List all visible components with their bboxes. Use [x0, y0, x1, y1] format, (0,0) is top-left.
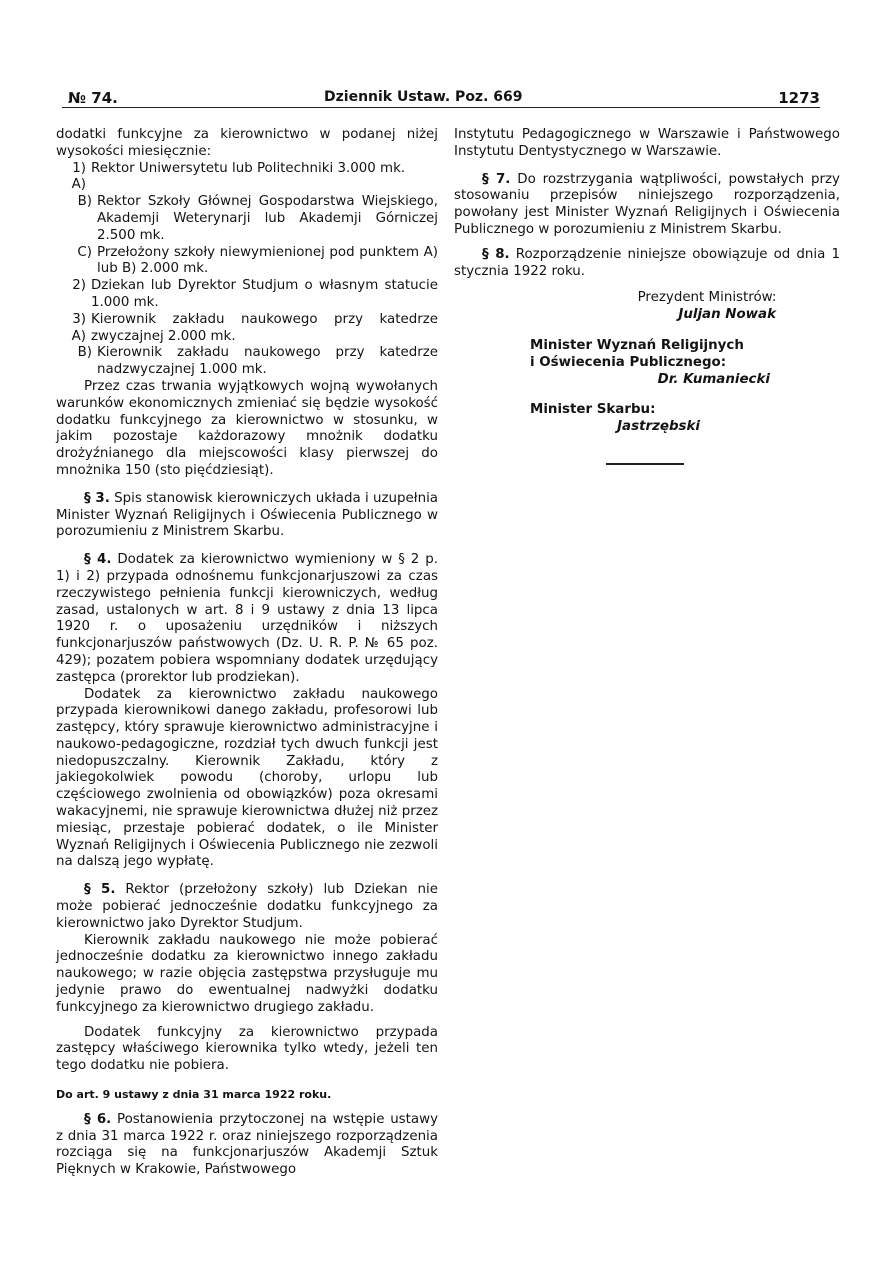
minister-religion-signature: Dr. Kumaniecki [657, 371, 770, 387]
item-label: B) [77, 345, 92, 361]
section-number: § 5. [84, 882, 116, 898]
list-item [56, 312, 438, 346]
item-text: Rektor Uniwersytetu lub Politechniki 3.000 mk. [91, 160, 406, 176]
list-item [56, 245, 438, 279]
section-text: Dodatek za kierownictwo wymieniony w § 2 p. 1) i 2) przypada odnośnemu funkcjonarjuszowi za czas rzeczywistego pełnienia funkcji kierowniczych, według zasad, ustalonych w art. 8 i 9 ustawy z dnia 13 lipca 1920 r. o uposażeniu urzędników i niższych funkcjonarjuszów państwowych (Dz. U. R. P. № 65 poz. 429); pozatem pobiera wspomniany dodatek urzędujący zastępca (prorektor lub prodziekan). [56, 552, 438, 685]
minister-treasury-title: Minister Skarbu: [530, 402, 656, 418]
item-label: B) [77, 194, 92, 210]
section-text: Postanowienia przytoczonej na wstępie ustawy z dnia 31 marca 1922 r. oraz niniejszego rozporządzenia rozciąga się na funkcjonarjuszów Akademji Sztuk Pięknych w Krakowie, Państwowego [56, 1111, 438, 1178]
list-item [56, 194, 438, 244]
list-item [56, 278, 438, 312]
section-7 [454, 172, 840, 239]
header-rule [62, 107, 820, 108]
list-item [56, 161, 438, 195]
item-text: Rektor Szkoły Głównej Gospodarstwa Wiejskiego, Akademji Weterynarji lub Akademji Górniczej 2.500 mk. [97, 194, 438, 243]
article-heading: Do art. 9 ustawy z dnia 31 marca 1922 roku. [56, 1088, 332, 1102]
minister-title-line: i Oświecenia Publicznego: [530, 354, 727, 370]
section-number: § 3. [84, 490, 110, 506]
publication-title: Dziennik Ustaw. Poz. 669 [324, 89, 523, 105]
intro-text: dodatki funkcyjne za kierownictwo w podanej niżej wysokości miesięcznie: [56, 127, 438, 159]
prime-minister-signature: Juljan Nowak [678, 307, 776, 323]
issue-number: № 74. [68, 89, 118, 107]
item-label: 3) A) [71, 311, 86, 344]
section-number: § 8. [482, 246, 510, 262]
section-5-paragraph-3: Dodatek funkcyjny za kierownictwo przypada zastępcy właściwego kierownika tylko wtedy, jeżeli ten tego dodatku nie pobiera. [56, 1024, 438, 1074]
left-column [56, 127, 438, 1179]
section-number: § 4. [84, 552, 112, 568]
section-number: § 7. [482, 171, 511, 187]
section-4-paragraph-2: Dodatek za kierownictwo zakładu naukowego przypada kierownikowi danego zakładu, profesorowi lub zastępcy, który sprawuje kierownictwo administracyjne i naukowo-pedagogiczne, rozdział tych dwuch funkcji jest niedopuszczalny. Kierownik Zakładu, który z jakiegokolwiek powodu (choroby, urlopu lub częściowego zwolnienia od obowiązków) poza okresami wakacyjnemi, nie sprawuje kierownictwa dłużej niż przez miesiąc, przestaje pobierać dodatek, o ile Minister Wyznań Religijnych i Oświecenia Publicznego nie zezwoli na dalszą jego wypłatę. [56, 686, 438, 870]
war-note: Przez czas trwania wyjątkowych wojną wywołanych warunków ekonomicznych zmieniać się będzie wysokość dodatku funkcyjnego za kierownictwo w stosunku, w jakim pozostaje każdorazowy mnożnik dodatku drożyźnianego dla miejscowości klasy pierwszej do mnożnika 150 (sto pięćdziesiąt). [56, 378, 438, 478]
section-number: § 6. [84, 1111, 112, 1127]
section-5-paragraph-2: Kierownik zakładu naukowego nie może pobierać jednocześnie dodatku za kierownictwo innego zakładu naukowego; w razie objęcia zastępstwa przysługuje mu jedynie prawo do ewentualnej nadwyżki dodatku funkcyjnego za kierownictwo drugiego zakładu. [56, 932, 438, 1015]
section-text: Rektor (przełożony szkoły) lub Dziekan nie może pobierać jednocześnie dodatku funkcyjnego za kierownictwo jako Dyrektor Studjum. [56, 882, 438, 931]
section-text: Do rozstrzygania wątpliwości, powstałych przy stosowaniu przepisów niniejszego rozporządzenia, powołany jest Minister Wyznań Religijnych i Oświecenia Publicznego w porozumieniu z Ministrem Skarbu. [454, 171, 840, 237]
section-4 [56, 552, 438, 686]
item-text: Dziekan lub Dyrektor Studjum o własnym statucie 1.000 mk. [91, 278, 438, 310]
section-5 [56, 882, 438, 932]
minister-religion-title [530, 338, 840, 372]
section-text: Spis stanowisk kierowniczych układa i uzupełnia Minister Wyznań Religijnych i Oświecenia Publicznego w porozumieniu z Ministrem Skarbu. [56, 490, 438, 540]
section-text: Rozporządzenie niniejsze obowiązuje od dnia 1 stycznia 1922 roku. [454, 246, 840, 279]
section-8 [454, 247, 840, 281]
continuation-text: Instytutu Pedagogicznego w Warszawie i Państwowego Instytutu Dentystycznego w Warszawie. [454, 127, 840, 159]
section-6 [56, 1112, 438, 1179]
item-text: Kierownik zakładu naukowego przy katedrze nadzwyczajnej 1.000 mk. [97, 345, 438, 378]
page-number: 1273 [778, 89, 820, 107]
end-divider [606, 463, 684, 465]
right-column [454, 127, 840, 436]
prime-minister-title: Prezydent Ministrów: [637, 290, 777, 306]
item-text: Kierownik zakładu naukowego przy katedrze zwyczajnej 2.000 mk. [91, 311, 438, 344]
list-item [56, 345, 438, 379]
item-label: 2) [72, 278, 86, 294]
item-text: Przełożony szkoły niewymienionej pod punktem A) lub B) 2.000 mk. [97, 244, 438, 277]
section-3 [56, 491, 438, 541]
minister-title-line: Minister Wyznań Religijnych [530, 337, 744, 353]
item-label: C) [77, 244, 92, 260]
page-header [62, 89, 820, 113]
item-label: 1) A) [71, 160, 86, 193]
minister-treasury-signature: Jastrzębski [617, 419, 700, 435]
